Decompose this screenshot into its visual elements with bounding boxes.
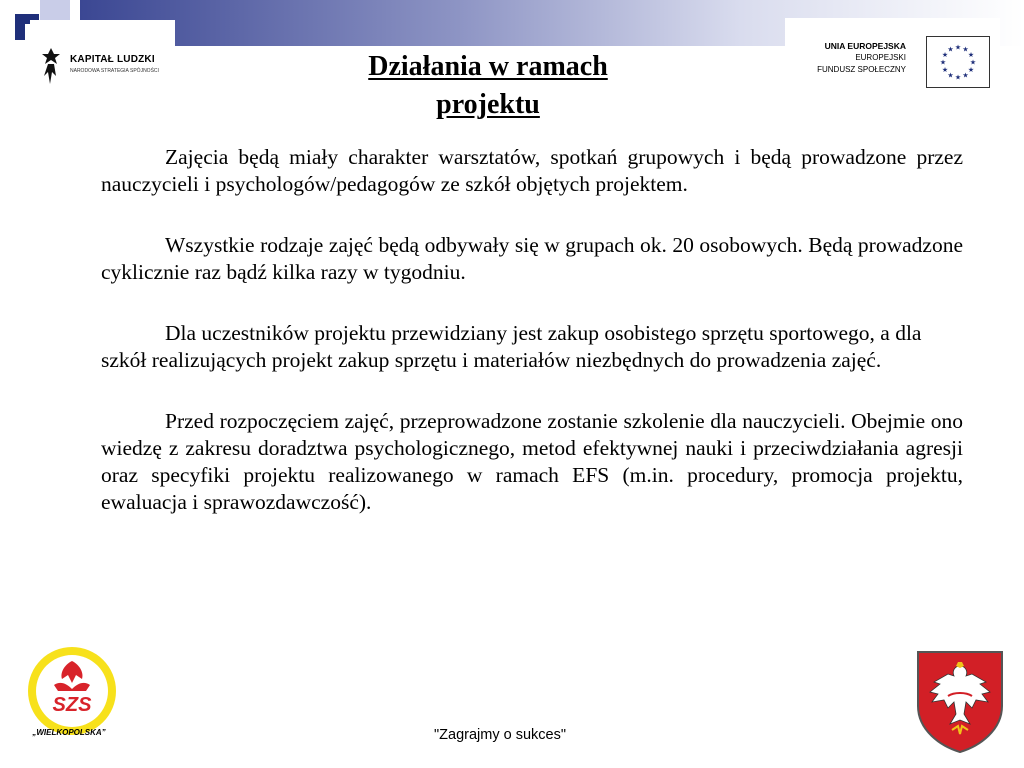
main-content [101,144,963,550]
eu-star-icon: ★ [967,51,975,59]
szs-emblem-text: SZS [52,694,92,716]
decor-square [15,14,25,40]
paragraph-3: Dla uczestników projektu przewidziany jest zakup osobistego sprzętu sportowego, a dla szkół realizujących projekt zakup sprzętu i materiałów niezbędnych do prowadzenia zajęć. [101,321,922,372]
eu-logo-line3: FUNDUSZ SPOŁECZNY [817,65,906,74]
eu-logo [800,36,990,90]
eu-star-icon: ★ [947,71,954,80]
wielkopolska-eagle-crest-icon [914,648,1006,754]
paragraph-4: Przed rozpoczęciem zajęć, przeprowadzone zostanie szkolenie dla nauczycieli. Obejmie ono wiedzę z zakresu doradztwa psychologicznego, metod efektywnej nauki i przeciwdziałania agresji oraz specyfiki projektu realizowanego w ramach EFS (m.in. procedury, promocja projektu, ewaluacja i sprawozdawczość). [101,409,963,514]
eu-star-icon: ★ [947,45,954,54]
page-title [300,48,676,124]
eu-star-icon: ★ [941,51,949,59]
page-title-line1: Działania w ramach [368,51,608,82]
eu-star-icon: ★ [954,43,962,52]
paragraph-2: Wszystkie rodzaje zajęć będą odbywały się w grupach ok. 20 osobowych. Będą prowadzone cyklicznie raz bądź kilka razy w tygodniu. [101,233,963,284]
eu-star-icon: ★ [962,71,969,80]
footer-slogan: "Zagrajmy o sukces" [434,727,566,743]
kapital-ludzki-logo [38,42,178,90]
eu-logo-line2: EUROPEJSKI [855,53,906,62]
eu-star-icon: ★ [967,66,975,74]
page-title-line2: projektu [436,89,540,120]
eu-star-icon: ★ [941,66,949,74]
kapital-ludzki-mark-icon [38,42,64,88]
decor-square [40,0,70,22]
paragraph-1: Zajęcia będą miały charakter warsztatów, spotkań grupowych i będą prowadzone przez nauczycieli i psychologów/pedagogów ze szkół objętych projektem. [101,145,963,196]
eu-logo-text [817,40,906,76]
szs-caption: „WIELKOPOLSKA” [32,728,106,737]
eu-stars-flag-icon [926,36,990,88]
eu-star-icon: ★ [939,58,947,67]
eu-star-icon: ★ [969,58,977,67]
kapital-ludzki-subtitle: NARODOWA STRATEGIA SPÓJNOŚCI [70,68,159,74]
eu-star-icon: ★ [954,73,962,82]
eu-star-icon: ★ [962,45,969,54]
eu-logo-line1: UNIA EUROPEJSKA [824,41,906,51]
kapital-ludzki-name: KAPITAŁ LUDZKI [70,54,155,65]
